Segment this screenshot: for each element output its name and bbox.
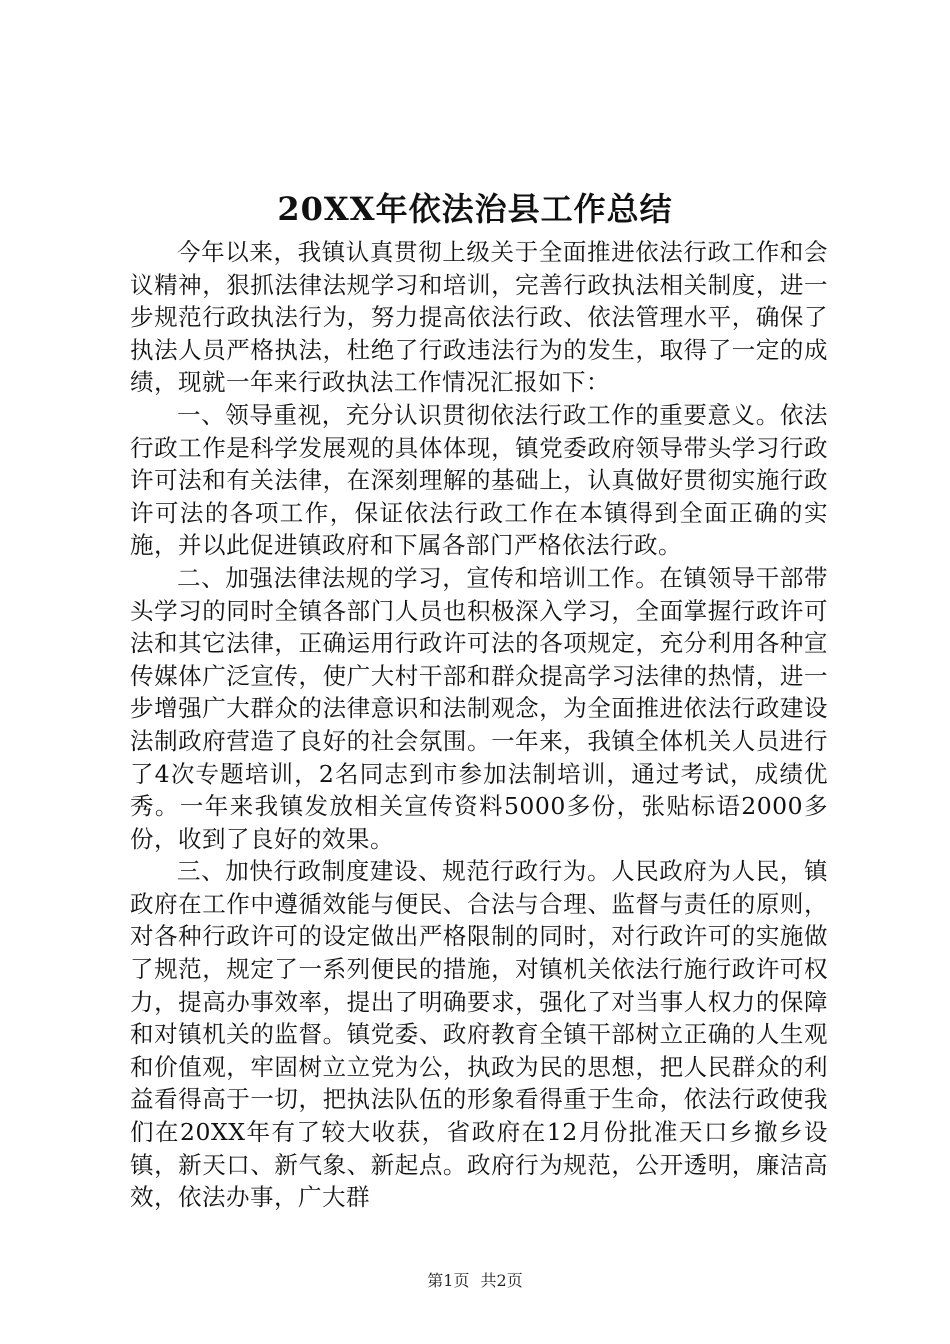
intro-paragraph: 今年以来，我镇认真贯彻上级关于全面推进依法行政工作和会议精神，狠抓法律法规学习和培训，完善行政执法相关制度，进一步规范行政执法行为，努力提高依法行政、依法管理水平，确保了执法人员严格执法，杜绝了行政违法行为的发生，取得了一定的成绩，现就一年来行政执法工作情况汇报如下：: [130, 238, 828, 397]
page-total: 共2页: [480, 1271, 523, 1290]
document-body: [130, 236, 828, 1214]
section-2-paragraph: 二、加强法律法规的学习，宣传和培训工作。在镇领导干部带头学习的同时全镇各部门人员也积极深入学习，全面掌握行政许可法和其它法律，正确运用行政许可法的各项规定，充分利用各种宣传媒体广泛宣传，使广大村干部和群众提高学习法律的热情，进一步增强广大群众的法律意识和法制观念，为全面推进依法行政建设法制政府营造了良好的社会氛围。一年来，我镇全体机关人员进行了4次专题培训，2名同志到市参加法制培训，通过考试，成绩优秀。一年来我镇发放相关宣传资料5000多份，张贴标语2000多份，收到了良好的效果。: [130, 563, 828, 853]
page-footer: [0, 1271, 950, 1291]
page-number: 第1页: [427, 1271, 470, 1290]
document-title: 20XX年依法治县工作总结: [277, 190, 673, 228]
section-1-paragraph: 一、领导重视，充分认识贯彻依法行政工作的重要意义。依法行政工作是科学发展观的具体体现，镇党委政府领导带头学习行政许可法和有关法律，在深刻理解的基础上，认真做好贯彻实施行政许可法的各项工作，保证依法行政工作在本镇得到全面正确的实施，并以此促进镇政府和下属各部门严格依法行政。: [130, 400, 828, 560]
section-3-paragraph: 三、加快行政制度建设、规范行政行为。人民政府为人民，镇政府在工作中遵循效能与便民、合法与合理、监督与责任的原则，对各种行政许可的设定做出严格限制的同时，对行政许可的实施做了规范，规定了一系列便民的措施，对镇机关依法行施行政许可权力，提高办事效率，提出了明确要求，强化了对当事人权力的保障和对镇机关的监督。镇党委、政府教育全镇干部树立正确的人生观和价值观，牢固树立立党为公，执政为民的思想，把人民群众的利益看得高于一切，把执法队伍的形象看得重于生命，依法行政使我们在20XX年有了较大收获，省政府在12月份批准天口乡撤乡设镇，新天口、新气象、新起点。政府行为规范，公开透明，廉洁高效，依法办事，广大群: [130, 857, 828, 1212]
